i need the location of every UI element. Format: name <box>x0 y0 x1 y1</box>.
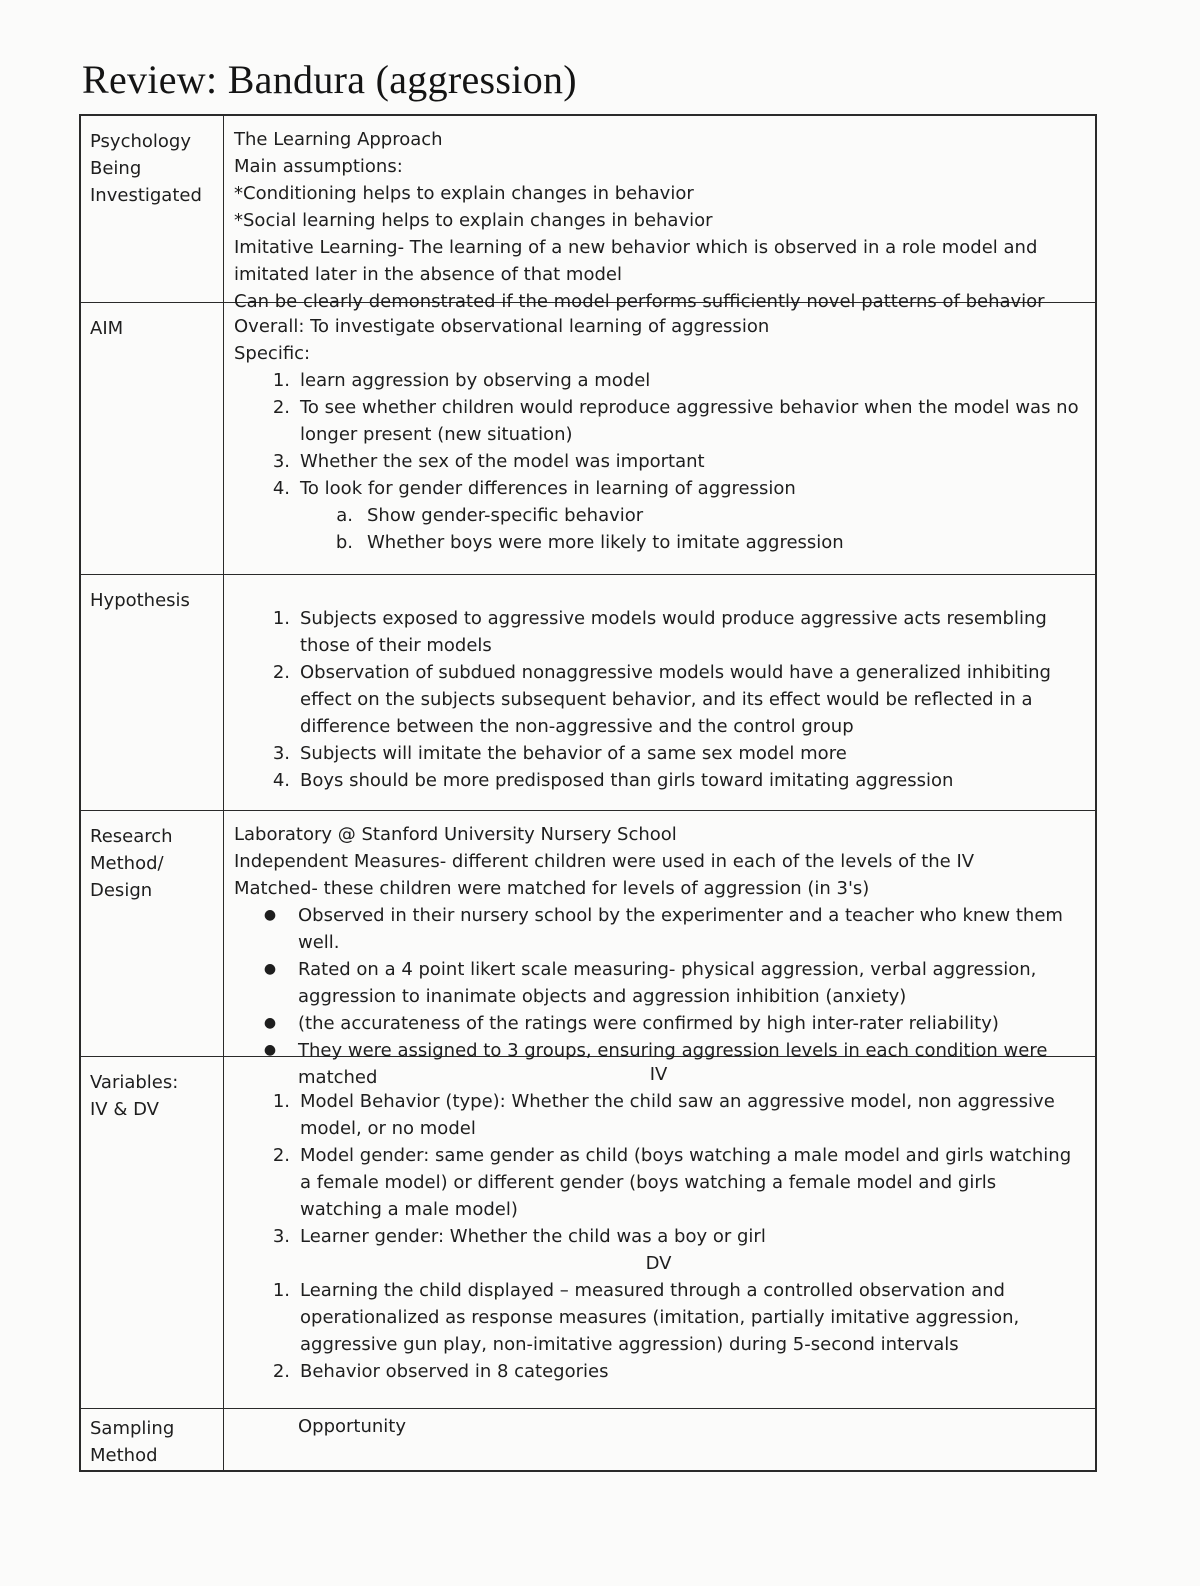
psych-line: Can be clearly demonstrated if the model performs sufficiently novel patterns of behavior <box>234 291 1045 312</box>
row-research <box>81 810 1095 1088</box>
label-psychology: Psychology Being Investigated <box>81 116 224 302</box>
sub-list-item: b. Whether boys were more likely to imitate aggression <box>335 532 844 553</box>
list-item: 2. Behavior observed in 8 categories <box>272 1361 609 1382</box>
bullet-item: ● Observed in their nursery school by the experimenter and a teacher who knew them well. <box>263 905 1063 953</box>
row-hypothesis <box>81 574 1095 810</box>
sub-list-item: a. Show gender-specific behavior <box>336 505 644 526</box>
list-item: 4. Boys should be more predisposed than girls toward imitating aggression <box>272 770 954 791</box>
aim-overall: Overall: To investigate observational learning of aggression <box>234 316 770 337</box>
research-line: Independent Measures- different children were used in each of the levels of the IV <box>234 851 975 872</box>
row-variables <box>81 1056 1095 1408</box>
content-research <box>224 811 1095 1088</box>
psych-line: Imitative Learning- The learning of a new behavior which is observed in a role model and imitated later in the absence of that model <box>234 237 1038 285</box>
psych-line: *Conditioning helps to explain changes in behavior <box>234 183 694 204</box>
row-sampling <box>81 1408 1095 1470</box>
psych-line: The Learning Approach <box>234 129 443 150</box>
label-sampling: Sampling Method <box>81 1409 224 1470</box>
page-title: Review: Bandura (aggression) <box>82 57 577 102</box>
review-table <box>79 114 1097 1472</box>
list-item: 2. Model gender: same gender as child (boys watching a male model and girls watching a female model) or different gender (boys watching a female model and girls watching a male model) <box>272 1145 1072 1220</box>
content-variables <box>224 1057 1095 1408</box>
iv-heading: IV <box>649 1064 668 1085</box>
list-item: 3. Subjects will imitate the behavior of a same sex model more <box>272 743 847 764</box>
list-item: 3. Learner gender: Whether the child was a boy or girl <box>272 1226 766 1247</box>
label-variables: Variables: IV & DV <box>81 1057 224 1408</box>
label-aim: AIM <box>81 303 224 574</box>
research-line: Matched- these children were matched for levels of aggression (in 3's) <box>234 878 870 899</box>
bullet-item: ● Rated on a 4 point likert scale measuring- physical aggression, verbal aggression, aggression to inanimate objects and aggression inhibition (anxiety) <box>263 959 1037 1007</box>
row-psychology <box>81 116 1095 312</box>
aim-specific: Specific: <box>234 343 311 364</box>
label-research: Research Method/ Design <box>81 811 224 1056</box>
dv-heading: DV <box>645 1253 672 1274</box>
bullet-item: ● They were assigned to 3 groups, ensuring aggression levels in each condition were matched <box>263 1040 1048 1088</box>
psych-line: *Social learning helps to explain changes in behavior <box>234 210 713 231</box>
list-item: 2. Observation of subdued nonaggressive models would have a generalized inhibiting effect on the subjects subsequent behavior, and its effect would be reflected in a difference between the non-aggressive and the control group <box>272 662 1051 737</box>
content-hypothesis <box>224 575 1095 810</box>
psych-line: Main assumptions: <box>234 156 403 177</box>
list-item: 1. learn aggression by observing a model <box>272 370 651 391</box>
list-item: 1. Learning the child displayed – measured through a controlled observation and operationalized as response measures (imitation, partially imitative aggression, aggressive gun play, non-imitative aggression) during 5-second intervals <box>272 1280 1020 1355</box>
list-item: 3. Whether the sex of the model was important <box>272 451 705 472</box>
bullet-item: ● (the accurateness of the ratings were confirmed by high inter-rater reliability) <box>263 1013 999 1034</box>
sampling-value: Opportunity <box>298 1416 407 1437</box>
content-aim <box>224 303 1095 574</box>
content-sampling <box>224 1409 1095 1470</box>
research-line: Laboratory @ Stanford University Nursery School <box>234 824 677 845</box>
label-hypothesis: Hypothesis <box>81 575 224 810</box>
list-item: 4. To look for gender differences in learning of aggression <box>272 478 796 499</box>
row-aim <box>81 302 1095 574</box>
list-item: 1. Model Behavior (type): Whether the child saw an aggressive model, non aggressive model, or no model <box>272 1091 1055 1139</box>
list-item: 2. To see whether children would reproduce aggressive behavior when the model was no longer present (new situation) <box>272 397 1079 445</box>
list-item: 1. Subjects exposed to aggressive models would produce aggressive acts resembling those of their models <box>272 608 1047 656</box>
content-psychology <box>224 116 1095 312</box>
